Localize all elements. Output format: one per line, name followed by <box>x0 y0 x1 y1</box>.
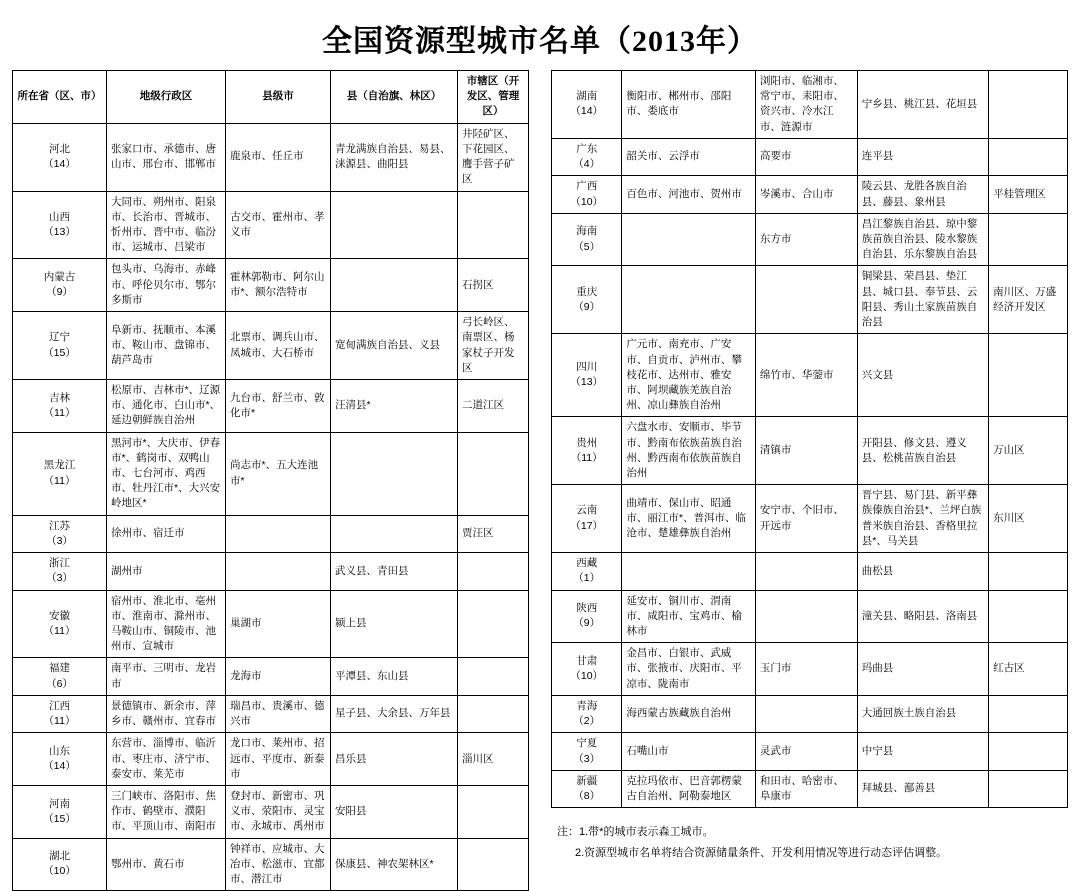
cell-prefecture: 延安市、铜川市、渭南市、咸阳市、宝鸡市、榆林市 <box>622 590 755 643</box>
cell-county-city: 岑溪市、合山市 <box>755 176 857 213</box>
cell-prefecture: 景德镇市、新余市、萍乡市、赣州市、宜春市 <box>107 695 226 732</box>
cell-province: 青海 （2） <box>552 695 622 732</box>
table-row <box>13 312 529 380</box>
footnote-1: 注：1.带*的城市表示森工城市。 <box>557 826 714 839</box>
cell-province: 内蒙古 （9） <box>13 259 107 312</box>
cell-prefecture: 南平市、三明市、龙岩市 <box>107 658 226 695</box>
cell-county-city: 玉门市 <box>755 643 857 696</box>
cell-prefecture: 阜新市、抚顺市、本溪市、鞍山市、盘锦市、葫芦岛市 <box>107 312 226 380</box>
table-row <box>552 417 1068 485</box>
cell-district <box>989 695 1068 732</box>
table-row <box>13 259 529 312</box>
cell-province: 福建 （6） <box>13 658 107 695</box>
table-header-row <box>13 71 529 124</box>
cell-district <box>458 553 529 590</box>
cell-county-city <box>755 695 857 732</box>
cell-district <box>458 191 529 259</box>
cell-county: 武义县、青田县 <box>331 553 458 590</box>
table-row <box>13 785 529 838</box>
cell-province: 广东 （4） <box>552 138 622 175</box>
table-row <box>552 485 1068 553</box>
page-title: 全国资源型城市名单（2013年） <box>322 25 758 58</box>
table-row <box>13 379 529 432</box>
table-row <box>552 590 1068 643</box>
cell-district: 贾汪区 <box>458 515 529 552</box>
cell-province: 海南 （5） <box>552 213 622 266</box>
cell-prefecture <box>622 266 755 334</box>
cell-prefecture: 张家口市、承德市、唐山市、邢台市、邯郸市 <box>107 123 226 191</box>
table-row <box>13 658 529 695</box>
cell-province: 云南 （17） <box>552 485 622 553</box>
two-column-layout <box>0 70 1080 891</box>
cell-county <box>331 259 458 312</box>
cell-district: 红古区 <box>989 643 1068 696</box>
table-row <box>13 695 529 732</box>
cell-county-city: 北票市、调兵山市、凤城市、大石桥市 <box>226 312 331 380</box>
cell-county: 安阳县 <box>331 785 458 838</box>
resource-cities-table-right <box>551 70 1068 808</box>
cell-county-city: 巢湖市 <box>226 590 331 658</box>
cell-county-city: 龙口市、莱州市、招远市、平度市、新泰市 <box>226 733 331 786</box>
cell-prefecture: 石嘴山市 <box>622 733 755 770</box>
footnotes <box>551 822 1068 864</box>
table-row <box>552 266 1068 334</box>
cell-county: 青龙满族自治县、易县、涞源县、曲阳县 <box>331 123 458 191</box>
cell-district <box>989 138 1068 175</box>
cell-county: 曲松县 <box>857 553 988 590</box>
cell-county: 大通回族土族自治县 <box>857 695 988 732</box>
cell-district: 井陉矿区、下花园区、鹰手营子矿区 <box>458 123 529 191</box>
cell-county-city <box>755 553 857 590</box>
table-row <box>552 733 1068 770</box>
cell-prefecture: 百色市、河池市、贺州市 <box>622 176 755 213</box>
column-header-county: 县（自治旗、林区） <box>331 71 458 124</box>
cell-district: 淄川区 <box>458 733 529 786</box>
cell-prefecture <box>622 213 755 266</box>
table-row <box>552 176 1068 213</box>
cell-prefecture: 衡阳市、郴州市、邵阳市、娄底市 <box>622 71 755 139</box>
cell-district <box>458 785 529 838</box>
cell-county-city: 高要市 <box>755 138 857 175</box>
cell-prefecture: 曲靖市、保山市、昭通市、丽江市*、普洱市、临沧市、楚雄彝族自治州 <box>622 485 755 553</box>
column-header-province: 所在省（区、市） <box>13 71 107 124</box>
table-row <box>552 770 1068 807</box>
table-row <box>13 191 529 259</box>
cell-county: 汪清县* <box>331 379 458 432</box>
cell-county: 颍上县 <box>331 590 458 658</box>
cell-prefecture: 海西蒙古族藏族自治州 <box>622 695 755 732</box>
cell-county: 兴文县 <box>857 334 988 417</box>
cell-district: 石拐区 <box>458 259 529 312</box>
cell-province: 四川 （13） <box>552 334 622 417</box>
table-row <box>13 515 529 552</box>
cell-district: 弓长岭区、南票区、杨家杖子开发区 <box>458 312 529 380</box>
cell-province: 新疆 （8） <box>552 770 622 807</box>
table-row <box>13 590 529 658</box>
cell-county: 昌江黎族自治县、琼中黎族苗族自治县、陵水黎族自治县、乐东黎族自治县 <box>857 213 988 266</box>
cell-district <box>458 590 529 658</box>
table-row <box>552 334 1068 417</box>
cell-province: 湖南 （14） <box>552 71 622 139</box>
cell-county-city: 龙海市 <box>226 658 331 695</box>
cell-county-city: 和田市、哈密市、阜康市 <box>755 770 857 807</box>
cell-county-city: 九台市、舒兰市、敦化市* <box>226 379 331 432</box>
cell-district <box>458 432 529 515</box>
cell-prefecture: 大同市、朔州市、阳泉市、长治市、晋城市、忻州市、晋中市、临汾市、运城市、吕梁市 <box>107 191 226 259</box>
table-row <box>552 695 1068 732</box>
cell-district <box>989 334 1068 417</box>
cell-province: 贵州 （11） <box>552 417 622 485</box>
left-column <box>12 70 529 891</box>
cell-county-city: 鹿泉市、任丘市 <box>226 123 331 191</box>
cell-county-city: 瑞昌市、贵溪市、德兴市 <box>226 695 331 732</box>
cell-district <box>458 658 529 695</box>
cell-county: 保康县、神农架林区* <box>331 838 458 891</box>
column-header-county-city: 县级市 <box>226 71 331 124</box>
table-row <box>552 71 1068 139</box>
cell-province: 广西 （10） <box>552 176 622 213</box>
right-column <box>551 70 1068 864</box>
cell-county-city: 钟祥市、应城市、大冶市、松滋市、宜都市、潜江市 <box>226 838 331 891</box>
cell-county: 宽甸满族自治县、义县 <box>331 312 458 380</box>
cell-province: 安徽 （11） <box>13 590 107 658</box>
cell-district <box>458 695 529 732</box>
cell-county <box>331 191 458 259</box>
column-header-prefecture: 地级行政区 <box>107 71 226 124</box>
cell-county-city: 绵竹市、华蓥市 <box>755 334 857 417</box>
table-row <box>552 213 1068 266</box>
cell-province: 宁夏 （3） <box>552 733 622 770</box>
cell-county-city: 安宁市、个旧市、开远市 <box>755 485 857 553</box>
cell-county: 连平县 <box>857 138 988 175</box>
table-row <box>552 643 1068 696</box>
cell-district <box>989 770 1068 807</box>
cell-province: 浙江 （3） <box>13 553 107 590</box>
cell-county-city <box>226 553 331 590</box>
cell-province: 陕西 （9） <box>552 590 622 643</box>
cell-county: 宁乡县、桃江县、花垣县 <box>857 71 988 139</box>
cell-prefecture <box>622 553 755 590</box>
cell-county: 陵云县、龙胜各族自治县、藤县、象州县 <box>857 176 988 213</box>
cell-county: 潼关县、略阳县、洛南县 <box>857 590 988 643</box>
cell-prefecture: 东营市、淄博市、临沂市、枣庄市、济宁市、泰安市、莱芜市 <box>107 733 226 786</box>
cell-prefecture: 金昌市、白银市、武威市、张掖市、庆阳市、平凉市、陇南市 <box>622 643 755 696</box>
cell-province: 吉林 （11） <box>13 379 107 432</box>
cell-prefecture: 广元市、南充市、广安市、自贡市、泸州市、攀枝花市、达州市、雅安市、阿坝藏族羌族自治州、凉山彝族自治州 <box>622 334 755 417</box>
cell-county: 晋宁县、易门县、新平彝族傣族自治县*、兰坪白族普米族自治县、香格里拉县*、马关县 <box>857 485 988 553</box>
cell-district <box>989 590 1068 643</box>
cell-province: 山西 （13） <box>13 191 107 259</box>
cell-district <box>989 733 1068 770</box>
cell-prefecture: 六盘水市、安顺市、毕节市、黔南布依族苗族自治州、黔西南布依族苗族自治州 <box>622 417 755 485</box>
cell-district <box>989 553 1068 590</box>
cell-prefecture: 宿州市、淮北市、亳州市、淮南市、滁州市、马鞍山市、铜陵市、池州市、宣城市 <box>107 590 226 658</box>
cell-district <box>989 71 1068 139</box>
cell-county-city: 浏阳市、临湘市、常宁市、耒阳市、资兴市、冷水江市、涟源市 <box>755 71 857 139</box>
cell-district: 东川区 <box>989 485 1068 553</box>
cell-province: 黑龙江 （11） <box>13 432 107 515</box>
cell-district <box>989 213 1068 266</box>
cell-prefecture: 三门峡市、洛阳市、焦作市、鹤壁市、濮阳市、平顶山市、南阳市 <box>107 785 226 838</box>
resource-cities-table-left <box>12 70 529 891</box>
cell-county: 玛曲县 <box>857 643 988 696</box>
cell-district: 南川区、万盛经济开发区 <box>989 266 1068 334</box>
cell-county-city: 灵武市 <box>755 733 857 770</box>
cell-prefecture: 包头市、乌海市、赤峰市、呼伦贝尔市、鄂尔多斯市 <box>107 259 226 312</box>
cell-county: 开阳县、修文县、遵义县、松桃苗族自治县 <box>857 417 988 485</box>
cell-county-city: 登封市、新密市、巩义市、荥阳市、灵宝市、永城市、禹州市 <box>226 785 331 838</box>
cell-prefecture: 克拉玛依市、巴音郭楞蒙古自治州、阿勒泰地区 <box>622 770 755 807</box>
cell-province: 重庆 （9） <box>552 266 622 334</box>
cell-province: 河北 （14） <box>13 123 107 191</box>
cell-county <box>331 432 458 515</box>
table-row <box>13 432 529 515</box>
cell-province: 湖北 （10） <box>13 838 107 891</box>
table-row <box>13 733 529 786</box>
cell-district <box>458 838 529 891</box>
cell-prefecture: 韶关市、云浮市 <box>622 138 755 175</box>
cell-county: 中宁县 <box>857 733 988 770</box>
cell-county-city <box>755 266 857 334</box>
cell-county <box>331 515 458 552</box>
footnote-2: 2.资源型城市名单将结合资源储量条件、开发利用情况等进行动态评估调整。 <box>575 847 948 860</box>
table-row <box>13 838 529 891</box>
cell-prefecture: 湖州市 <box>107 553 226 590</box>
cell-province: 山东 （14） <box>13 733 107 786</box>
cell-county: 星子县、大余县、万年县 <box>331 695 458 732</box>
table-row <box>552 138 1068 175</box>
cell-province: 江苏 （3） <box>13 515 107 552</box>
cell-county-city: 古交市、霍州市、孝义市 <box>226 191 331 259</box>
cell-county: 平潭县、东山县 <box>331 658 458 695</box>
cell-province: 江西 （11） <box>13 695 107 732</box>
cell-county-city: 清镇市 <box>755 417 857 485</box>
cell-prefecture: 黑河市*、大庆市、伊春市*、鹤岗市、双鸭山市、七台河市、鸡西市、牡丹江市*、大兴安岭地区* <box>107 432 226 515</box>
cell-district: 二道江区 <box>458 379 529 432</box>
cell-county-city: 尚志市*、五大连池市* <box>226 432 331 515</box>
cell-county: 铜梁县、荣昌县、垫江县、城口县、奉节县、云阳县、秀山土家族苗族自治县 <box>857 266 988 334</box>
cell-county-city: 东方市 <box>755 213 857 266</box>
column-header-district: 市辖区（开发区、管理区） <box>458 71 529 124</box>
cell-prefecture: 松原市、吉林市*、辽源市、通化市、白山市*、延边朝鲜族自治州 <box>107 379 226 432</box>
cell-prefecture: 鄂州市、黄石市 <box>107 838 226 891</box>
cell-province: 河南 （15） <box>13 785 107 838</box>
cell-province: 辽宁 （15） <box>13 312 107 380</box>
table-row <box>13 553 529 590</box>
cell-district: 万山区 <box>989 417 1068 485</box>
table-row <box>552 553 1068 590</box>
table-row <box>13 123 529 191</box>
cell-district: 平桂管理区 <box>989 176 1068 213</box>
cell-county: 昌乐县 <box>331 733 458 786</box>
cell-county-city <box>226 515 331 552</box>
cell-province: 甘肃 （10） <box>552 643 622 696</box>
cell-county-city <box>755 590 857 643</box>
cell-prefecture: 徐州市、宿迁市 <box>107 515 226 552</box>
cell-county: 拜城县、鄯善县 <box>857 770 988 807</box>
cell-province: 西藏 （1） <box>552 553 622 590</box>
cell-county-city: 霍林郭勒市、阿尔山市*、额尔浩特市 <box>226 259 331 312</box>
